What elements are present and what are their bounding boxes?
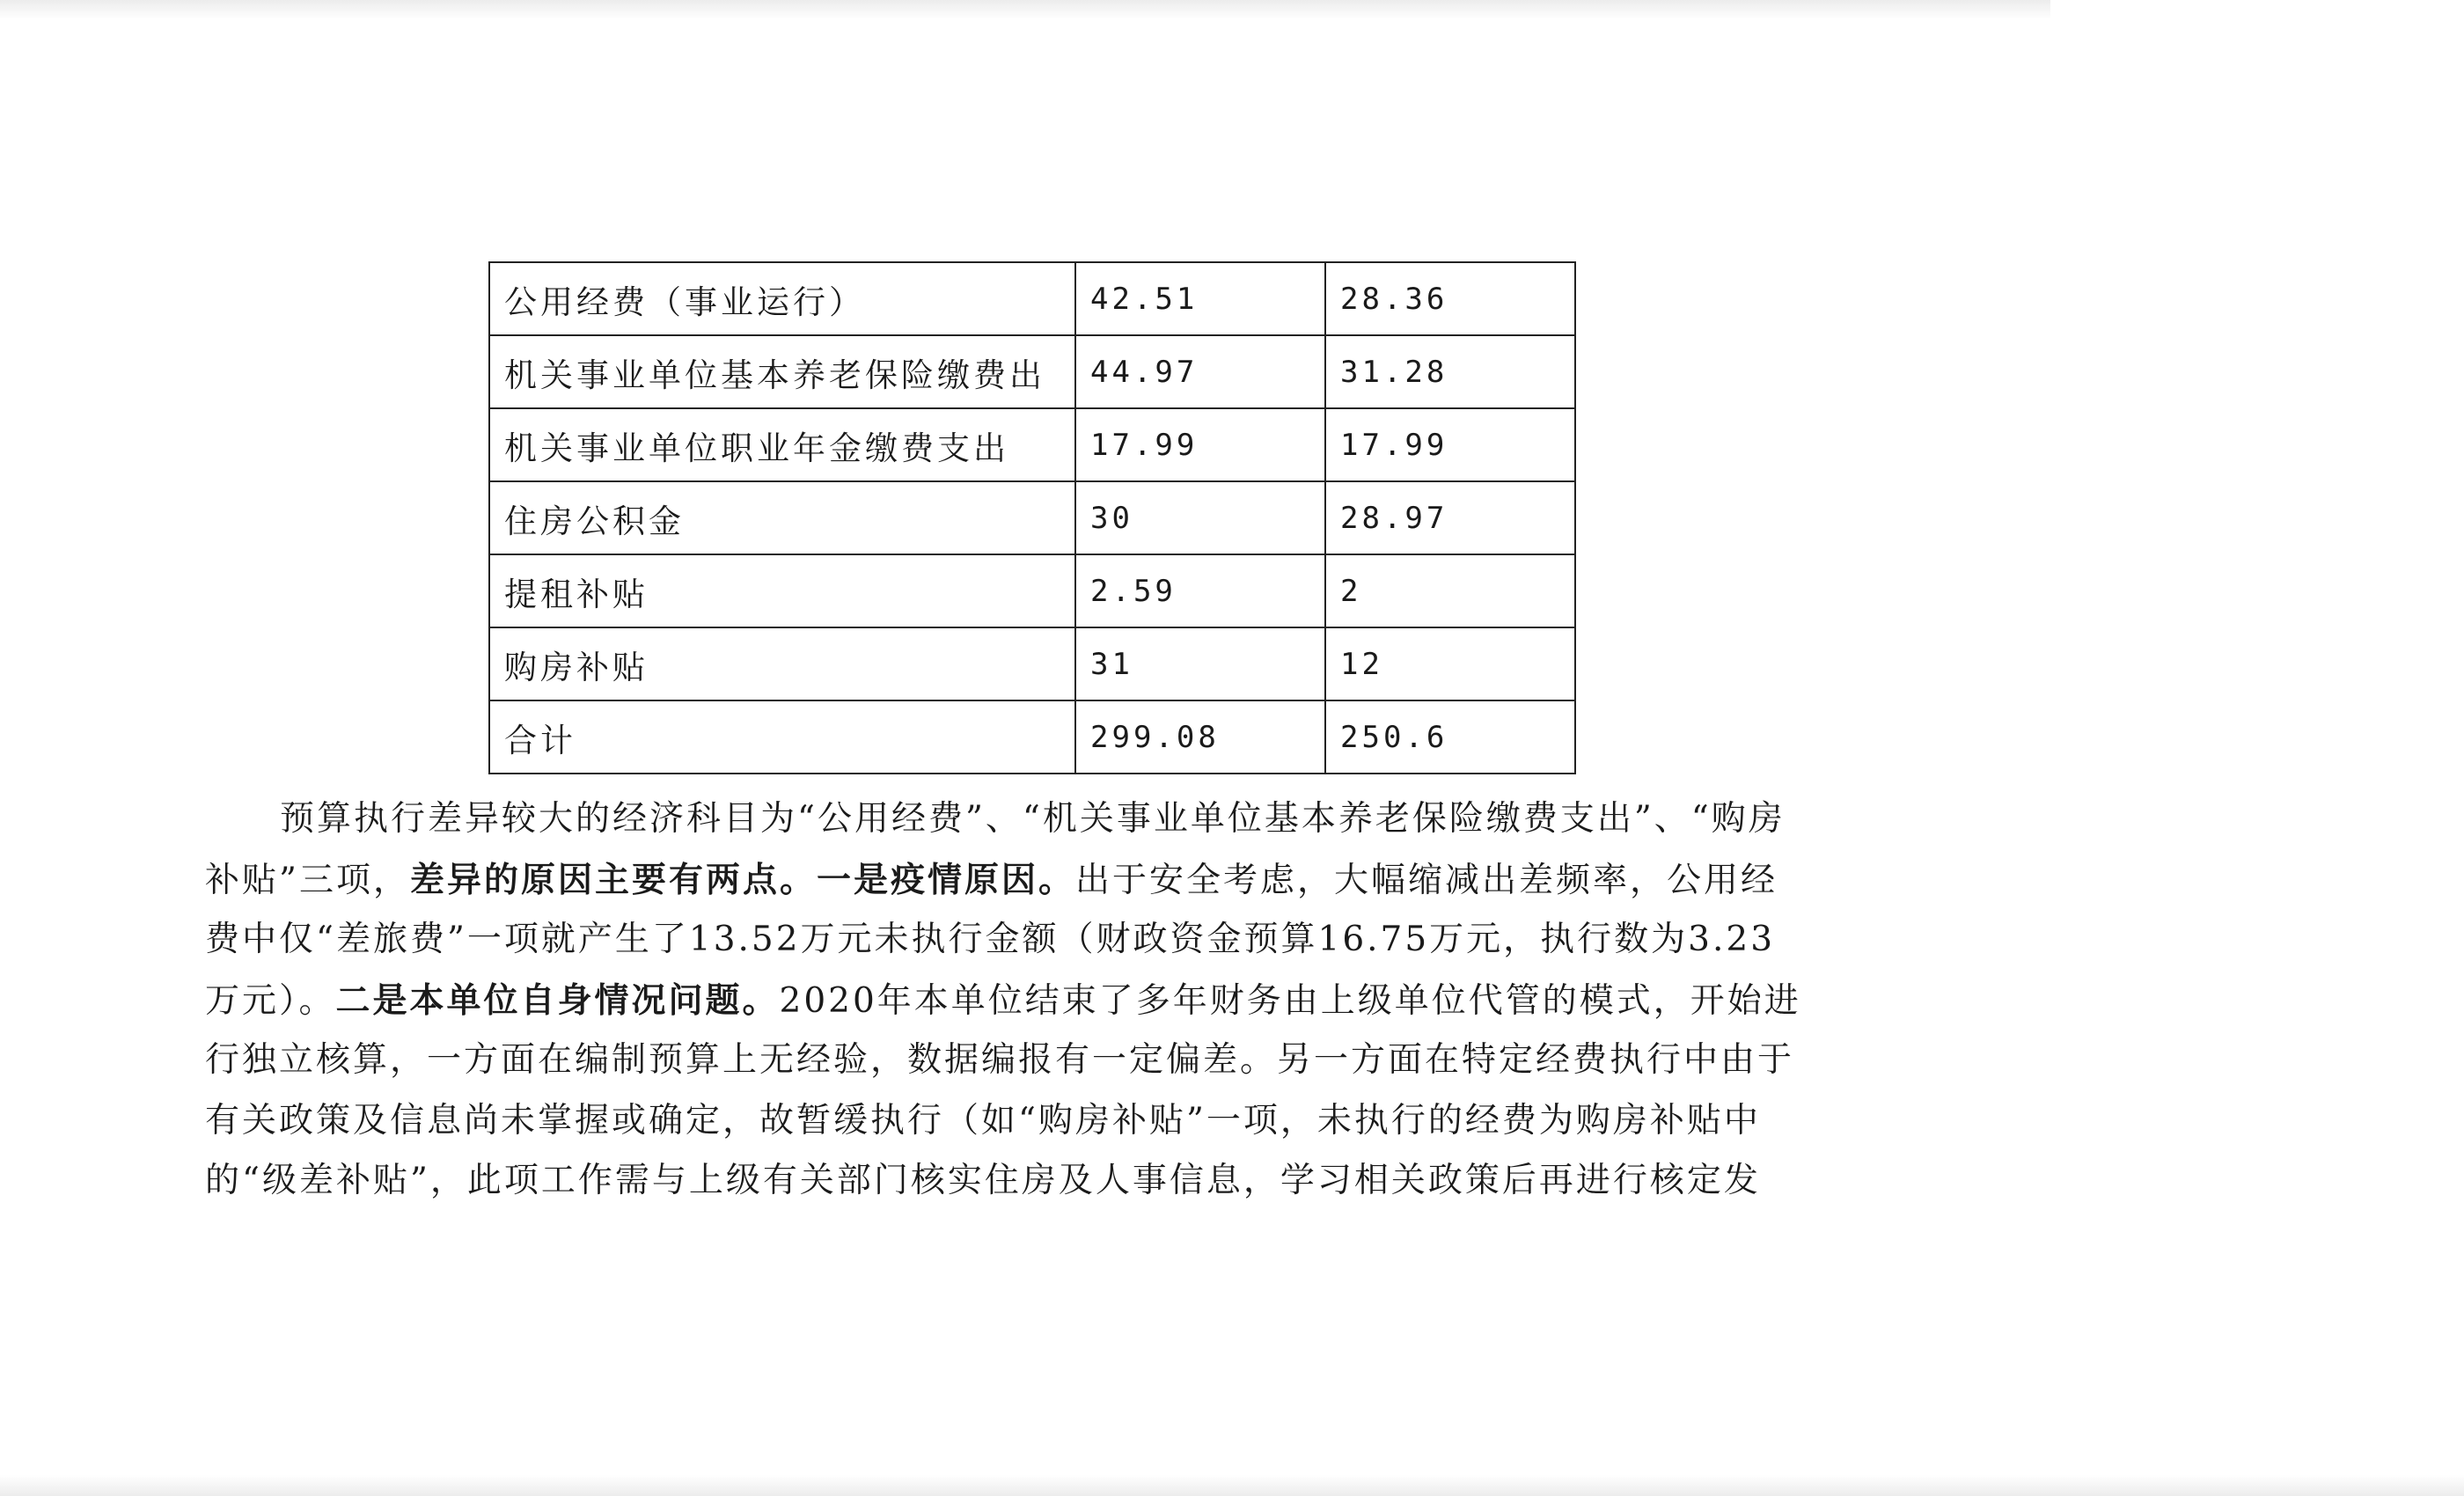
actual-value: 28.36	[1325, 262, 1575, 335]
table-row	[489, 481, 1575, 554]
scan-edge-bottom	[0, 1475, 2464, 1496]
bold-text: 差异的原因主要有两点。一是疫情原因。	[409, 859, 1075, 900]
paragraph-line	[205, 971, 1833, 1031]
budget-value: 17.99	[1075, 408, 1325, 481]
actual-value: 2	[1325, 554, 1575, 627]
actual-value: 31.28	[1325, 335, 1575, 408]
text-run: 2020年本单位结束了多年财务由上级单位代管的模式，开始进	[779, 980, 1801, 1021]
paragraph-line: 预算执行差异较大的经济科目为“公用经费”、“机关事业单位基本养老保险缴费支出”、“购房	[280, 799, 1786, 839]
table-row	[489, 627, 1575, 700]
table-row	[489, 408, 1575, 481]
row-name: 公用经费（事业运行）	[489, 262, 1075, 335]
row-name: 提租补贴	[489, 554, 1075, 627]
paragraph-line: 有关政策及信息尚未掌握或确定，故暂缓执行（如“购房补贴”一项，未执行的经费为购房补贴中	[205, 1100, 1761, 1140]
actual-value: 17.99	[1325, 408, 1575, 481]
paragraph-line: 费中仅“差旅费”一项就产生了13.52万元未执行金额（财政资金预算16.75万元，执行数为3.23	[205, 920, 1776, 959]
paragraph-line: 的“级差补贴”，此项工作需与上级有关部门核实住房及人事信息，学习相关政策后再进行核定发	[205, 1161, 1761, 1200]
paragraph-line	[205, 850, 1833, 911]
actual-value: 12	[1325, 627, 1575, 700]
text-run: 万元）。	[205, 980, 336, 1021]
table-row	[489, 335, 1575, 408]
page-margin-right	[2050, 0, 2464, 1496]
budget-value: 30	[1075, 481, 1325, 554]
budget-value: 299.08	[1075, 700, 1325, 774]
row-name: 机关事业单位职业年金缴费支出	[489, 408, 1075, 481]
body-paragraph	[205, 789, 1833, 1212]
row-name: 住房公积金	[489, 481, 1075, 554]
table-row	[489, 554, 1575, 627]
table-row	[489, 262, 1575, 335]
scan-edge-top	[0, 0, 2050, 19]
table-row-total	[489, 700, 1575, 774]
budget-value: 44.97	[1075, 335, 1325, 408]
budget-value: 2.59	[1075, 554, 1325, 627]
bold-text: 二是本单位自身情况问题。	[335, 979, 780, 1021]
text-run: 补贴”三项，	[205, 860, 410, 900]
row-name: 购房补贴	[489, 627, 1075, 700]
budget-value: 42.51	[1075, 262, 1325, 335]
actual-value: 250.6	[1325, 700, 1575, 774]
text-run: 出于安全考虑，大幅缩减出差频率，公用经	[1074, 860, 1778, 900]
row-name: 机关事业单位基本养老保险缴费出	[489, 335, 1075, 408]
budget-value: 31	[1075, 627, 1325, 700]
paragraph-line: 行独立核算，一方面在编制预算上无经验，数据编报有一定偏差。另一方面在特定经费执行中由于	[205, 1040, 1795, 1080]
row-name: 合计	[489, 700, 1075, 774]
budget-table	[488, 261, 1576, 774]
actual-value: 28.97	[1325, 481, 1575, 554]
